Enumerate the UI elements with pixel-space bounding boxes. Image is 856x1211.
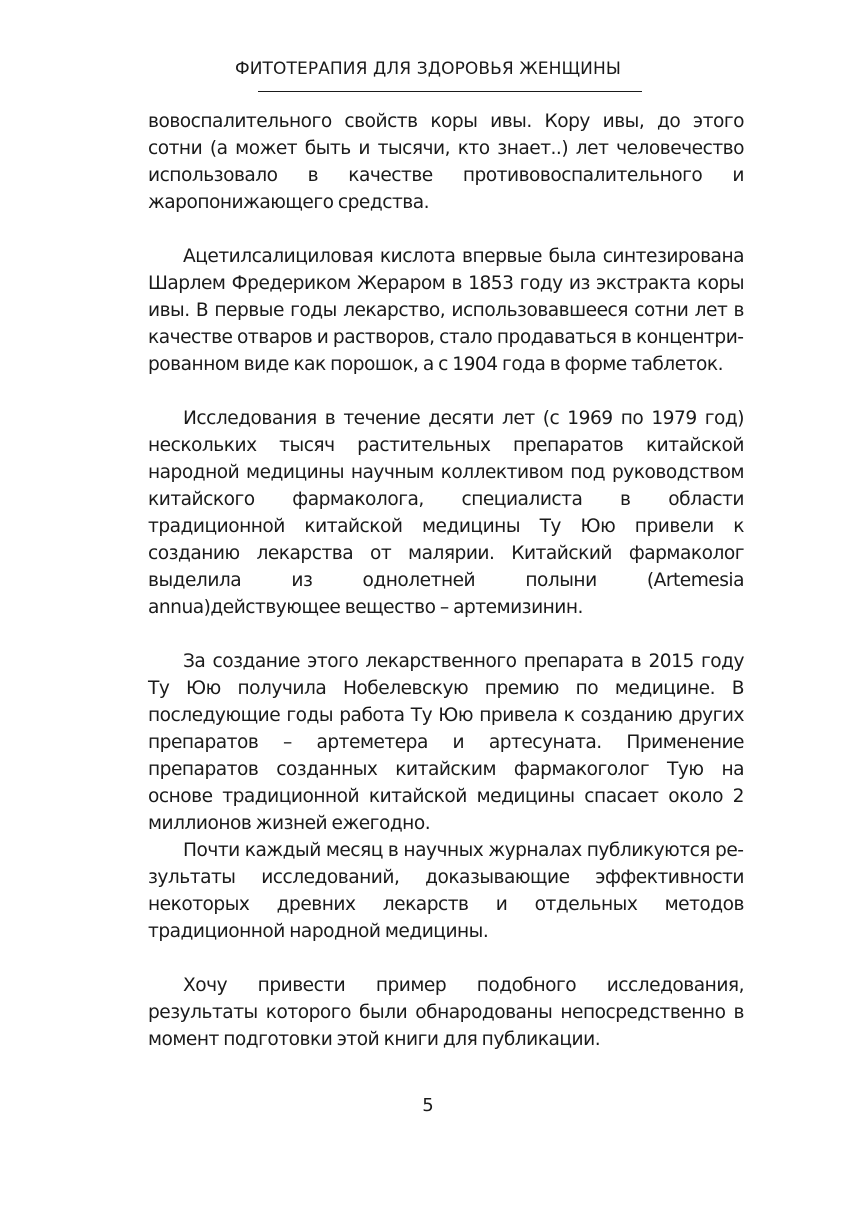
paragraph-nobel-prize: За создание этого лекарственного препарата в 2015 году Ту Юю получила Нобелевскую премию по медицине. В последующие годы работа Ту Юю привела к созданию других препаратов – артеметера и артесуната. Применение препаратов созданных китайским фармакоголог Тую на основе традиционной китайской медицины спасает около 2 миллионов жизней ежегодно. xyxy=(148,651,744,834)
paragraph-willow-bark: вовоспалительного свойств коры ивы. Кору ивы, до этого сотни (а может быть и тысячи, кто знает..) лет человечество использовало в качестве противовоспалительного и жаропонижающего средства. xyxy=(148,111,744,213)
page-body xyxy=(148,108,744,1053)
page-number: 5 xyxy=(422,1095,434,1116)
paragraph-artemisinin-research: Исследования в течение десяти лет (с 1969 по 1979 год) нескольких тысяч растительных препаратов китайской народной медицины научным коллективом под руководством китайского фармаколога, специалиста в области традиционной китайской медицины Ту Юю привели к созданию лекарства от малярии. Китайский фармаколог выделила из однолетней полыни (Artemesia annua)действующее вещество – артемизинин. xyxy=(148,408,744,618)
paragraph-monthly-research: Почти каждый месяц в научных журналах публикуются результаты исследований, доказывающие эффективности некоторых древних лекарств и отдельных методов традиционной народной медицины. xyxy=(148,840,744,942)
running-header xyxy=(0,58,856,80)
paragraph-example-study: Хочу привести пример подобного исследования, результаты которого были обнародованы непосредственно в момент подготовки этой книги для публикации. xyxy=(148,975,744,1050)
header-divider xyxy=(258,91,642,92)
paragraph-aspirin: Ацетилсалициловая кислота впервые была синтезирована Шарлем Фредериком Жераром в 1853 году из экстракта коры ивы. В первые годы лекарство, использовавшееся сотни лет в качестве отваров и растворов, стало продаваться в концентрированном виде как порошок, а с 1904 года в форме таблеток. xyxy=(148,246,744,375)
book-title: ФИТОТЕРАПИЯ ДЛЯ ЗДОРОВЬЯ ЖЕНЩИНЫ xyxy=(235,59,621,79)
